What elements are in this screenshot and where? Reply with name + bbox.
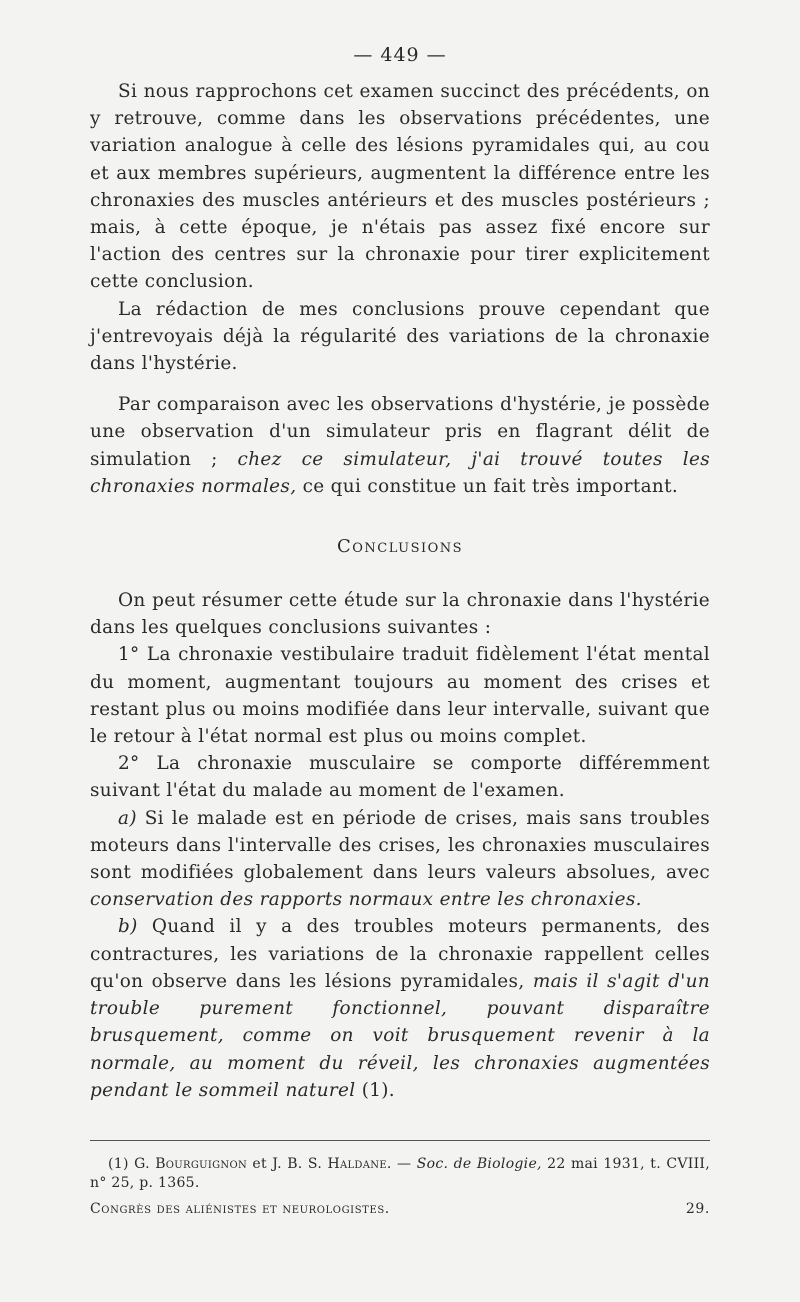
footnote-text (90, 1155, 710, 1193)
conclusion-b-italic: mais il s'agit d'un trouble purement fonctionnel, pouvant disparaître brusquement, comme on voit brusquement revenir à la normale, au moment du réveil, les chronaxies augmentées pendant le sommeil naturel (90, 970, 710, 1101)
page-number: — 449 — (353, 44, 447, 66)
paragraph-3-italic: chez ce simulateur, j'ai trouvé toutes les chronaxies normales, (90, 448, 710, 497)
signature-line (90, 1201, 710, 1217)
footnote-journal: Soc. de Biologie, (416, 1155, 542, 1172)
conclusions-intro: On peut résumer cette étude sur la chronaxie dans l'hystérie dans les quelques conclusions suivantes : (90, 590, 710, 639)
conclusion-b-text: Quand il y a des troubles moteurs permanents, des contractures, les variations de la chronaxie rappellent celles qu'on observe dans les lésions pyramidales, (90, 916, 710, 992)
conclusion-b (90, 913, 710, 1103)
conclusion-2: 2° La chronaxie musculaire se comporte différemment suivant l'état du malade au moment de l'examen. (90, 753, 710, 802)
conclusion-1: 1° La chronaxie vestibulaire traduit fidèlement l'état mental du moment, augmentant toujours au moment des crises et restant plus ou moins modifiée dans leur intervalle, suivant que le retour à l'état normal est plus ou moins complet. (90, 644, 710, 748)
conclusions-text (90, 587, 710, 1104)
paragraph-1: Si nous rapprochons cet examen succinct des précédents, on y retrouve, comme dans les observations précédentes, une variation analogue à celle des lésions pyramidales qui, au cou et aux membres supérieurs, augmentent la différence entre les chronaxies des muscles antérieurs et des muscles postérieurs ; mais, à cette époque, je n'étais pas assez fixé encore sur l'action des centres sur la chronaxie pour tirer explicitement cette conclusion. (90, 81, 710, 293)
paragraph-2: La rédaction de mes conclusions prouve cependant que j'entrevoyais déjà la régularité des variations de la chronaxie dans l'hystérie. (90, 298, 710, 375)
footnote (90, 1155, 710, 1193)
conclusion-b-label: b) (118, 916, 138, 938)
paragraph-3 (90, 391, 710, 500)
conclusion-a-label: a) (118, 807, 137, 829)
section-heading: Conclusions (336, 536, 464, 558)
conclusion-b-end: (1). (355, 1079, 396, 1101)
conclusion-a-italic: conservation des rapports normaux entre les chronaxies. (90, 889, 642, 911)
paragraph-3-end: ce qui constitue un fait très important. (296, 475, 679, 497)
footnote-divider (90, 1140, 710, 1141)
conclusion-a (90, 805, 710, 914)
paragraph-3-start: Par comparaison avec les observations d'hystérie, je possède une observation d'un simulateur pris en flagrant délit de simulation ; (90, 394, 710, 470)
conclusion-a-text: Si le malade est en période de crises, mais sans troubles moteurs dans l'intervalle des crises, les chronaxies musculaires sont modifiées globalement dans leurs valeurs absolues, avec (90, 807, 710, 884)
footnote-author-1: Bourguignon (155, 1155, 248, 1172)
footnote-rest: 22 mai 1931, t. CVIII, n° 25, p. 1365. (90, 1155, 710, 1191)
footnote-author-2: Haldane (327, 1155, 387, 1172)
footnote-dash: . — (386, 1155, 417, 1172)
footnote-mid: et J. B. S. (247, 1155, 328, 1172)
footnote-number: (1) G. (108, 1155, 156, 1172)
signature-number: 29. (685, 1200, 710, 1217)
body-text (90, 78, 710, 500)
signature-label: Congrès des aliénistes et neurologistes. (90, 1200, 390, 1217)
